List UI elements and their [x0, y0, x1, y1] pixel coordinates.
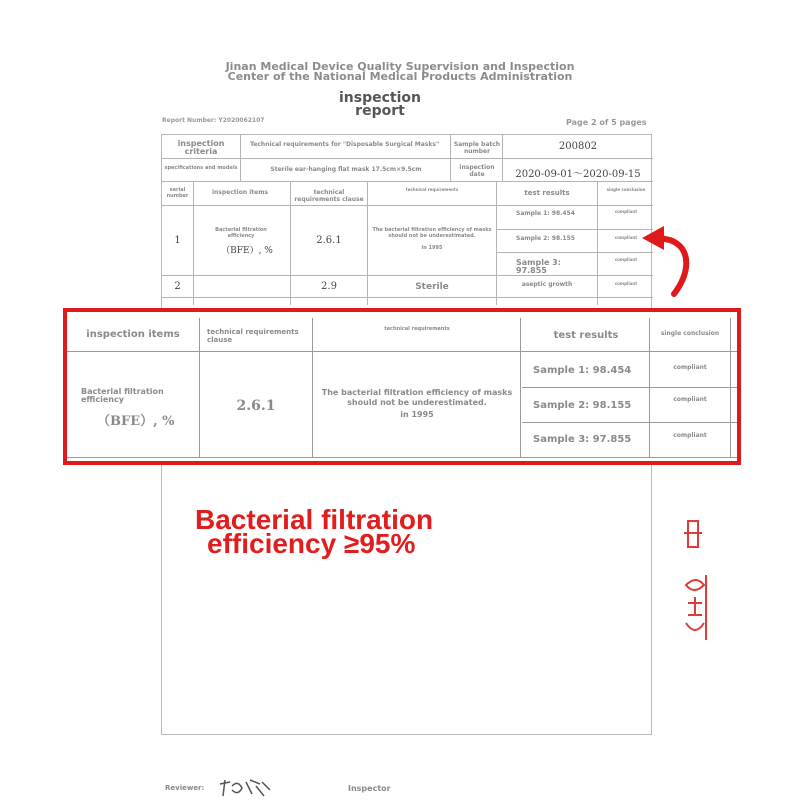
- red-seal: [680, 515, 708, 640]
- row1-item-line1: Bacterial filtration efficiency: [215, 227, 267, 239]
- row1-result-3: Sample 3: 97.855: [516, 258, 561, 275]
- row1-requirement: The bacterial filtration efficiency of masks should not be underestimated.: [372, 227, 492, 239]
- row1-conclusion-1: compliant: [614, 209, 638, 214]
- batch-value: 200802: [558, 141, 598, 152]
- row1-conclusion-2: compliant: [614, 235, 638, 240]
- seal-stamp-icon: [680, 515, 708, 640]
- zoom-conclusion-1: compliant: [673, 364, 707, 371]
- org-name-line1: Jinan Medical Device Quality Supervision and Inspection: [225, 60, 575, 73]
- row2-conclusion: compliant: [614, 281, 638, 286]
- report-number: Report Number: Y2020062107: [162, 117, 265, 124]
- criteria-value: Technical requirements for "Disposable Surgical Masks": [250, 141, 440, 148]
- batch-label: Sample batch number: [453, 141, 501, 155]
- curved-arrow-icon: [630, 218, 700, 298]
- claim-line2: efficiency ≥95%: [207, 528, 416, 559]
- zoom-header-items: inspection items: [86, 329, 180, 340]
- zoom-header-clause: technical requirements clause: [207, 328, 299, 344]
- zoom-item-line2: （BFE）, %: [97, 414, 175, 429]
- zoom-result-2: Sample 2: 98.155: [533, 400, 632, 411]
- zoom-result-3: Sample 3: 97.855: [533, 434, 632, 445]
- header-conclusion: single conclusion: [606, 187, 646, 192]
- zoom-item-line1: Bacterial filtration efficiency: [81, 387, 164, 404]
- row1-item-line2: （BFE）, %: [221, 246, 273, 256]
- criteria-label: inspection criteria: [177, 139, 225, 156]
- claim-text: [195, 504, 434, 559]
- zoom-header-requirements: technical requirements: [384, 326, 450, 332]
- report-title-line1: inspection: [339, 90, 421, 106]
- row1-conclusion-3: compliant: [614, 257, 638, 262]
- report-title: [300, 92, 460, 118]
- page-indicator: Page 2 of 5 pages: [566, 118, 647, 127]
- header-serial: serial number: [166, 187, 189, 199]
- report-title-line2: report: [355, 103, 405, 119]
- zoom-header-results: test results: [553, 330, 619, 341]
- claim-line1: Bacterial filtration: [195, 504, 434, 535]
- date-label: inspection date: [459, 164, 495, 178]
- row1-result-1: Sample 1: 98.454: [516, 210, 575, 217]
- header-clause: technical requirements clause: [294, 189, 364, 203]
- zoom-conclusion-3: compliant: [673, 432, 707, 439]
- inspector-label: Inspector: [348, 784, 391, 793]
- spec-value: Sterile ear-hanging flat mask 17.5cm×9.5cm: [270, 166, 422, 173]
- zoom-header-conclusion: single conclusion: [660, 330, 720, 337]
- zoom-conclusion-2: compliant: [673, 396, 707, 403]
- date-value: 2020-09-01～2020-09-15: [515, 169, 641, 180]
- zoom-clause: 2.6.1: [236, 398, 276, 414]
- row2-clause: 2.9: [321, 281, 337, 292]
- row1-result-2: Sample 2: 98.155: [516, 235, 575, 242]
- org-name-line2: Center of the National Medical Products Administration: [227, 70, 573, 83]
- zoom-result-1: Sample 1: 98.454: [533, 365, 632, 376]
- row2-serial: 2: [174, 281, 181, 292]
- header-items: inspection items: [211, 189, 269, 196]
- row2-result: aseptic growth: [521, 281, 573, 288]
- header-requirements: technical requirements: [405, 187, 459, 192]
- row1-serial: 1: [174, 235, 181, 246]
- header-results: test results: [524, 189, 570, 197]
- spec-label: specifications and models: [164, 165, 238, 171]
- highlight-box: [63, 308, 741, 465]
- row1-clause: 2.6.1: [316, 235, 342, 246]
- zoom-requirement-value: in 1995: [400, 410, 434, 419]
- row1-requirement-value: in 1995: [421, 245, 443, 251]
- zoom-requirement: The bacterial filtration efficiency of masks should not be underestimated.: [321, 388, 513, 407]
- reviewer-signature: [216, 776, 276, 800]
- reviewer-label: Reviewer:: [165, 784, 205, 792]
- row2-requirement: Sterile: [415, 282, 449, 292]
